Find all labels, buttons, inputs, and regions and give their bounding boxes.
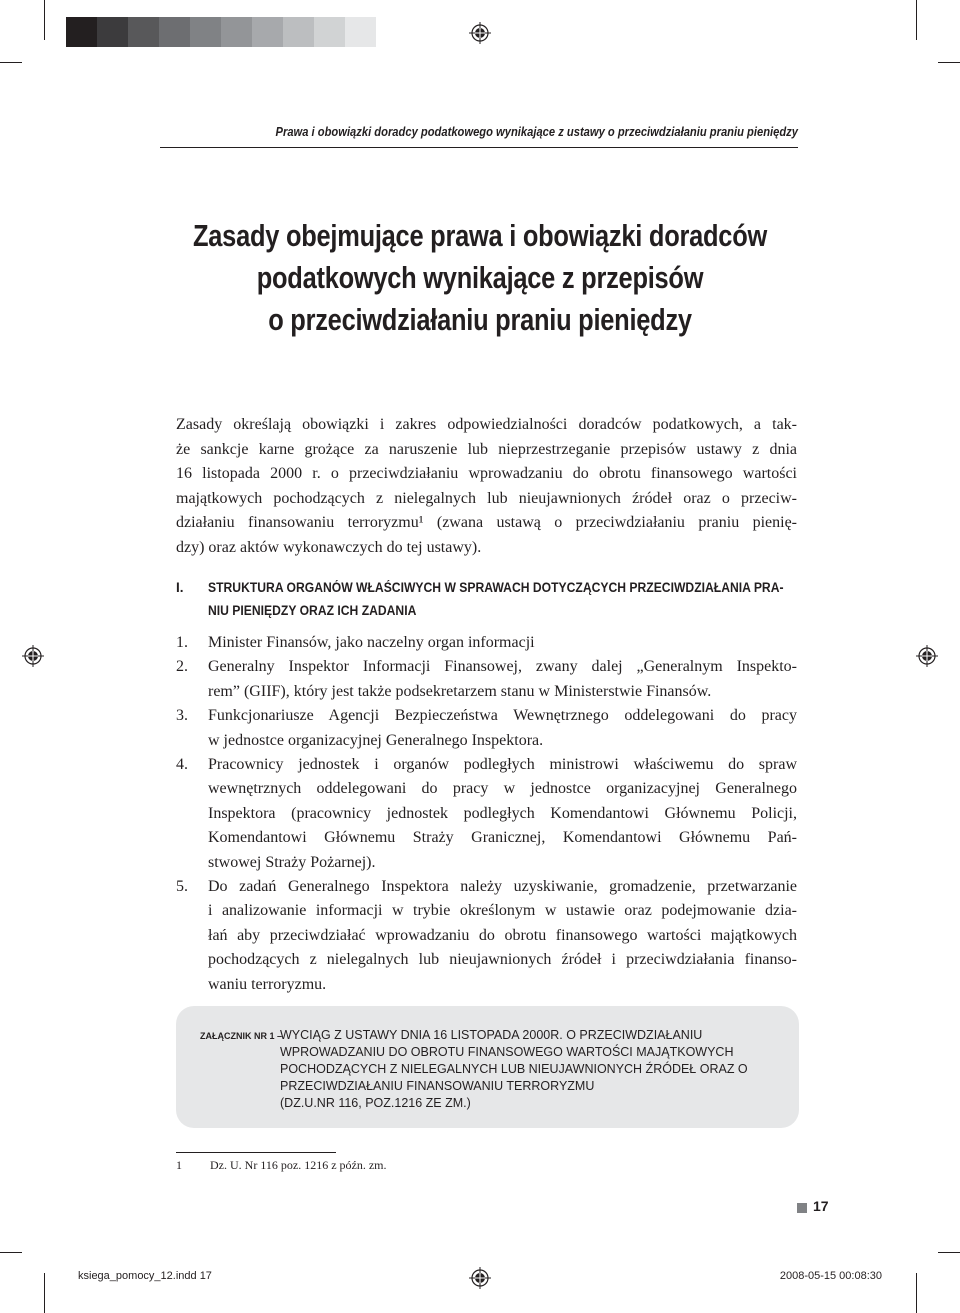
list-item-line: w jednostce organizacyjnej Generalnego Inspektora. [208,731,544,749]
footnote-text: Dz. U. Nr 116 poz. 1216 z późn. zm. [210,1158,387,1172]
numbered-list [176,631,797,997]
registration-mark-icon [22,645,44,667]
page-title [193,215,767,341]
annex-line: POCHODZĄCYCH Z NIELEGALNYCH LUB NIEUJAWNIONYCH ŹRÓDEŁ ORAZ O [280,1062,748,1076]
list-item [176,704,797,753]
registration-mark-icon [469,1267,491,1289]
swatch [159,17,190,47]
annex-line: (DZ.U.NR 116, POZ.1216 ZE ZM.) [280,1096,471,1110]
list-item [176,875,797,997]
intro-line: dzy) oraz aktów wykonawczych do tej ustawy). [176,538,482,556]
section-heading-line: STRUKTURA ORGANÓW WŁAŚCIWYCH W SPRAWACH DOTYCZĄCYCH PRZECIWDZIAŁANIA PRA- [208,580,784,595]
list-item-number: 1. [176,634,188,651]
list-item-line: łań aby przeciwdziałać wprowadzaniu do obrotu finansowego wartości majątkowych [208,926,797,944]
registration-mark-icon [469,22,491,44]
annex-line: PRZECIWDZIAŁANIU FINANSOWANIU TERRORYZMU [280,1079,595,1093]
swatch [97,17,128,47]
section-number: I. [176,580,184,595]
list-item-line: waniu terroryzmu. [208,975,327,993]
list-item-number: 5. [176,878,188,896]
page-marker-square [797,1203,807,1213]
intro-line: majątkowych pochodzących z nielegalnych lub nieujawnionych źródeł oraz o przeciw- [176,489,797,507]
intro-line: Zasady określają obowiązki i zakres odpowiedzialności doradców podatkowych, a tak- [176,416,797,433]
swatch [128,17,159,47]
list-item [176,753,797,875]
swatch [252,17,283,47]
slug-filename: ksiega_pomocy_12.indd 17 [78,1270,212,1282]
list-item-line: Inspektora (pracownicy jednostek podległych Komendantowi Głównemu Policji, [208,804,797,822]
list-item-line: Funkcjonariusze Agencji Bezpieczeństwa Wewnętrznego oddelegowani do pracy [208,707,797,725]
list-item-number: 2. [176,658,188,676]
list-item-line: stwowej Straży Pożarnej). [208,853,376,871]
list-item-line: Pracownicy jednostek i organów podległych ministrowi właściwemu do spraw [208,756,797,774]
title-line: o przeciwdziałaniu praniu pieniędzy [268,302,692,337]
annex-line: WPROWADZANIU DO OBROTU FINANSOWEGO WARTOŚCI MAJĄTKOWYCH [280,1045,734,1059]
list-item-number: 3. [176,707,188,725]
footnote-rule [176,1152,336,1153]
swatch [314,17,345,47]
intro-line: działaniu finansowaniu terroryzmu¹ (zwana ustawą o przeciwdziałaniu praniu pienię- [176,514,797,532]
annex-line: WYCIĄG Z USTAWY DNIA 16 LISTOPADA 2000R. O PRZECIWDZIAŁANIU [280,1028,703,1042]
footnote-number: 1 [176,1158,182,1172]
page-number-value: 17 [813,1198,829,1214]
swatch [221,17,252,47]
running-header: Prawa i obowiązki doradcy podatkowego wynikające z ustawy o przeciwdziałaniu praniu pieniędzy [275,124,798,139]
intro-paragraph [176,413,797,561]
swatch [283,17,314,47]
intro-line: 16 listopada 2000 r. o przeciwdziałaniu wprowadzaniu do obrotu finansowego wartości [176,465,797,483]
list-item-line: Generalny Inspektor Informacji Finansowej, zwany dalej „Generalnym Inspekto- [208,658,797,676]
list-item-line: wewnętrznych oddelegowani do pracy w jednostce organizacyjnej Generalnego [208,780,797,798]
swatch [66,17,97,47]
slug-datetime: 2008-05-15 00:08:30 [779,1270,882,1282]
annex-label: ZAŁĄCZNIK NR 1 – [200,1031,283,1041]
title-line: podatkowych wynikające z przepisów [256,260,704,295]
swatch [190,17,221,47]
list-item-line: Do zadań Generalnego Inspektora należy uzyskiwanie, gromadzenie, przetwarzanie [208,878,797,896]
swatch [345,17,376,47]
list-item [176,631,797,655]
registration-mark-icon [916,645,938,667]
intro-line: że sankcje karne grożące za naruszenie lub nieprzestrzeganie przepisów ustawy z dnia [176,440,797,458]
list-item-line: rem” (GIIF), który jest także podsekretarzem stanu w Ministerstwie Finansów. [208,682,712,700]
list-item-line: Komendantowi Głównemu Straży Granicznej, Komendantowi Głównemu Pań- [208,829,797,847]
section-heading-line: NIU PIENIĘDZY ORAZ ICH ZADANIA [208,603,417,618]
color-swatch-bar [66,17,376,47]
header-rule [160,147,798,148]
list-item-line: Minister Finansów, jako naczelny organ informacji [208,634,535,651]
list-item [176,655,797,704]
list-item-line: pochodzących z nielegalnych lub nieujawnionych źródeł i przeciwdziałania finanso- [208,951,797,969]
list-item-line: i analizowanie informacji w trybie określonym w ustawie oraz podejmowanie dzia- [208,902,797,920]
list-item-number: 4. [176,756,188,774]
title-line: Zasady obejmujące prawa i obowiązki doradców [193,218,767,253]
